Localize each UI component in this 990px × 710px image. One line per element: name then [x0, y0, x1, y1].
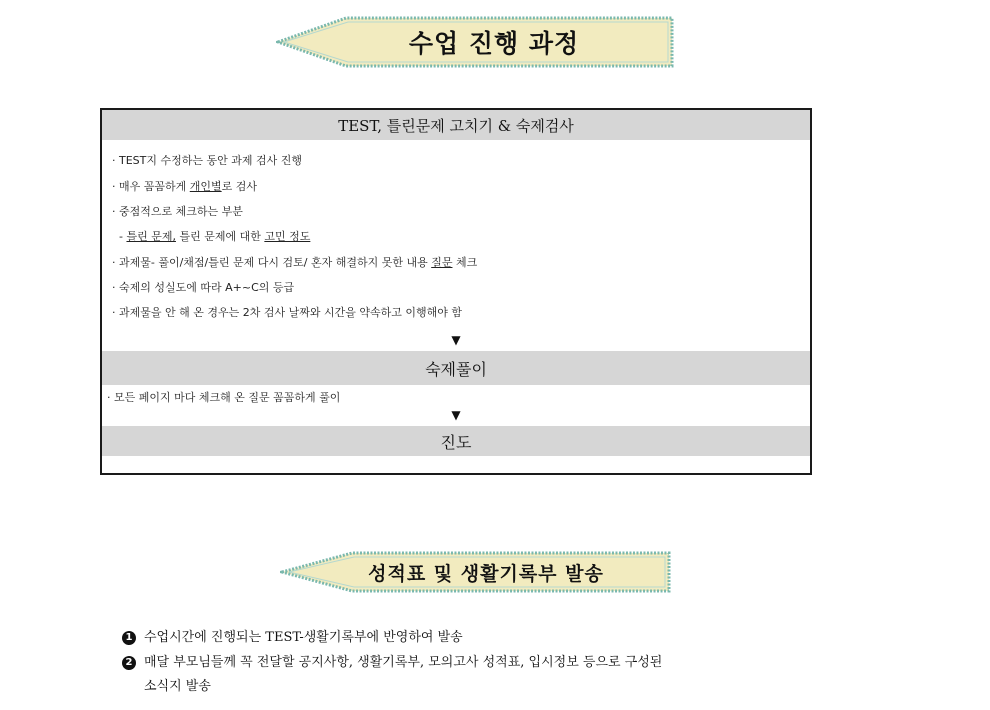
- process-box: [100, 108, 812, 475]
- list-item: · 모든 페이지 마다 체크해 온 질문 꼼꼼하게 풀이: [107, 391, 341, 404]
- bullet-1-icon: 1: [122, 631, 136, 645]
- section-header-test: TEST, 틀린문제 고치기 & 숙제검사: [102, 110, 810, 140]
- bullet-2-icon: 2: [122, 656, 136, 670]
- banner-title: 수업 진행 과정: [408, 29, 580, 58]
- note-item: 1 수업시간에 진행되는 TEST-생활기록부에 반영하여 발송: [122, 626, 463, 645]
- list-item: · TEST지 수정하는 동안 과제 검사 진행: [112, 154, 302, 167]
- section-header-homework: 숙제풀이: [102, 351, 810, 385]
- process-banner: [276, 14, 676, 70]
- note-item: 2 매달 부모님들께 꼭 전달할 공지사항, 생활기록부, 모의고사 성적표, 입시정보 등으로 구성된: [122, 651, 662, 670]
- banner-title: 성적표 및 생활기록부 발송: [368, 562, 604, 585]
- section-header-progress: 진도: [102, 426, 810, 456]
- list-item: · 중점적으로 체크하는 부분: [112, 205, 243, 218]
- report-banner: [280, 550, 672, 594]
- down-arrow-icon: ▼: [451, 333, 461, 347]
- list-item: · 숙제의 성실도에 따라 A+~C의 등급: [112, 281, 295, 294]
- down-arrow-icon: ▼: [451, 408, 461, 422]
- list-item: · 과제물을 안 해 온 경우는 2차 검사 날짜와 시간을 약속하고 이행해야 함: [112, 306, 462, 319]
- list-item: · 과제물- 풀이/채점/틀린 문제 다시 검토/ 혼자 해결하지 못한 내용 질문 체크: [112, 256, 478, 269]
- list-item: · 매우 꼼꼼하게 개인별로 검사: [112, 180, 258, 193]
- list-item: - 틀린 문제, 틀린 문제에 대한 고민 정도: [112, 230, 311, 243]
- note-item-continuation: 소식지 발송: [144, 679, 211, 694]
